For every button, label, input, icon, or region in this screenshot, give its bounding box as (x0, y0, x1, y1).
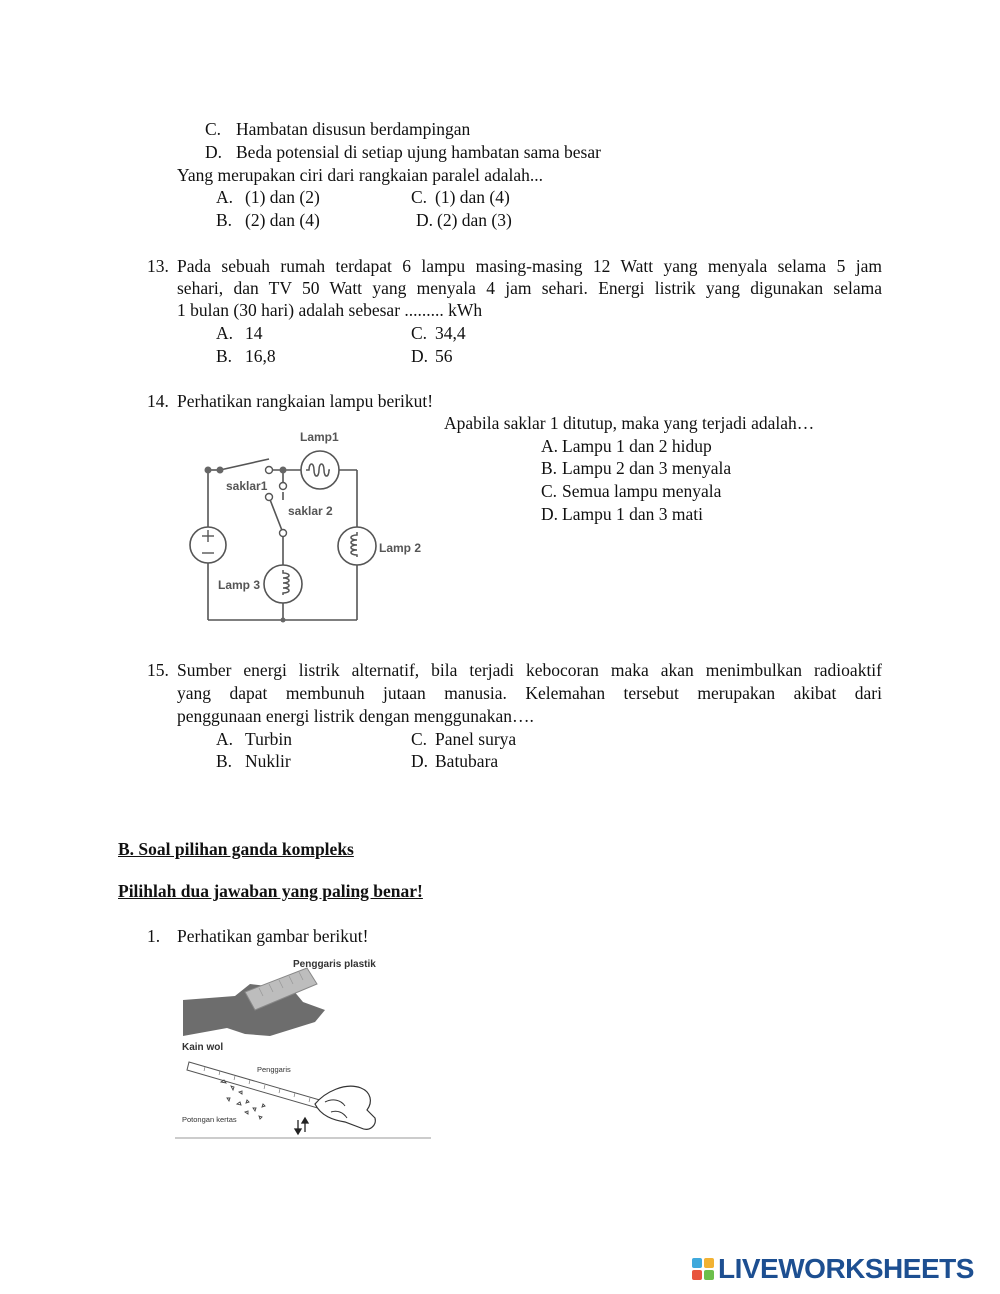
q14-answer-a-letter: A. (541, 436, 559, 456)
q15-answer-c[interactable]: Panel surya (435, 729, 517, 749)
q14-answer-c[interactable]: Semua lampu menyala (562, 481, 722, 501)
plastic-ruler-label: Penggaris plastik (293, 959, 376, 970)
q13-answer-d-letter: D. (411, 346, 429, 366)
q12-answer-c[interactable]: (1) dan (4) (435, 187, 510, 207)
q14-answer-d[interactable]: Lampu 1 dan 3 mati (562, 504, 703, 524)
q14-answer-d-letter: D. (541, 504, 559, 524)
switch2-label: saklar 2 (288, 504, 333, 518)
lamp1-label: Lamp1 (300, 430, 339, 444)
lamp2-label: Lamp 2 (379, 541, 422, 555)
q15-answer-b-letter: B. (216, 751, 233, 771)
q13-answer-c-letter: C. (411, 323, 428, 343)
q12-option-d-letter: D. (205, 142, 223, 162)
up-down-arrow-icon (295, 1118, 308, 1134)
q15-line-3: penggunaan energi listrik dengan menggunakan…. (177, 706, 534, 726)
q13-answer-b[interactable]: 16,8 (245, 346, 276, 366)
static-electricity-figure (175, 952, 433, 1142)
lamp3-label: Lamp 3 (218, 578, 261, 592)
q12-answer-a-letter: A. (216, 187, 234, 207)
q15-answer-d-letter: D. (411, 751, 429, 771)
q12-answer-a[interactable]: (1) dan (2) (245, 187, 320, 207)
q14-answer-b-letter: B. (541, 458, 558, 478)
q15-answer-b[interactable]: Nuklir (245, 751, 291, 771)
ruler-label: Penggaris (257, 1065, 291, 1074)
q13-number: 13. (147, 256, 169, 276)
q13-line-1: Pada sebuah rumah terdapat 6 lampu masing-masing 12 Watt yang menyala selama 5 jam (177, 256, 882, 276)
wool-cloth-label: Kain wol (182, 1042, 224, 1053)
q13-answer-c[interactable]: 34,4 (435, 323, 466, 343)
q13-answer-a-letter: A. (216, 323, 234, 343)
q12-option-c-text: Hambatan disusun berdampingan (236, 119, 471, 139)
q15-answer-d[interactable]: Batubara (435, 751, 499, 771)
q12-answer-c-letter: C. (411, 187, 428, 207)
q14-answer-c-letter: C. (541, 481, 558, 501)
hand (315, 1086, 375, 1129)
q14-question: Apabila saklar 1 ditutup, maka yang terjadi adalah… (444, 413, 815, 433)
q13-answer-d[interactable]: 56 (435, 346, 453, 366)
battery-icon (190, 527, 226, 563)
section-b-title: B. Soal pilihan ganda kompleks (118, 839, 354, 859)
lamp1-icon (301, 451, 339, 489)
q13-line-3: 1 bulan (30 hari) adalah sebesar ......... kWh (177, 300, 483, 320)
q12-option-d-text: Beda potensial di setiap ujung hambatan sama besar (236, 142, 601, 162)
liveworksheets-brand: LIVEWORKSHEETS (718, 1253, 974, 1284)
q15-answer-c-letter: C. (411, 729, 428, 749)
b1-prompt: Perhatikan gambar berikut! (177, 926, 369, 946)
switch1-lever (220, 459, 269, 470)
lamp3-icon (264, 565, 302, 603)
q13-line-2: sehari, dan TV 50 Watt yang menyala 4 jam sehari. Energi listrik yang digunakan selama (177, 278, 882, 298)
b1-number: 1. (147, 926, 161, 946)
q13-answer-a[interactable]: 14 (245, 323, 263, 343)
q14-answer-a[interactable]: Lampu 1 dan 2 hidup (562, 436, 712, 456)
q15-line-1: Sumber energi listrik alternatif, bila terjadi kebocoran maka akan menimbulkan radioaktif (177, 660, 882, 680)
q15-number: 15. (147, 660, 169, 680)
q12-answer-b[interactable]: (2) dan (4) (245, 210, 320, 230)
circuit-diagram (180, 422, 440, 632)
q15-answer-a-letter: A. (216, 729, 234, 749)
switch1-label: saklar1 (226, 479, 268, 493)
switch2-lever (269, 497, 283, 533)
paper-pieces-label: Potongan kertas (182, 1115, 237, 1124)
q15-answer-a[interactable]: Turbin (245, 729, 293, 749)
q12-answer-d[interactable]: (2) dan (3) (437, 210, 512, 230)
section-b-instruction: Pilihlah dua jawaban yang paling benar! (118, 881, 423, 901)
liveworksheets-logo-icon (692, 1258, 714, 1280)
q12-question: Yang merupakan ciri dari rangkaian paralel adalah... (177, 165, 544, 185)
q14-number: 14. (147, 391, 169, 411)
lamp2-icon (338, 527, 376, 565)
q15-line-2: yang dapat membunuh jutaan manusia. Kelemahan tersebut merupakan akibat dari (177, 683, 882, 703)
q13-answer-b-letter: B. (216, 346, 233, 366)
q14-answer-b[interactable]: Lampu 2 dan 3 menyala (562, 458, 732, 478)
q12-answer-d-letter: D. (416, 210, 434, 230)
liveworksheets-logo[interactable] (692, 1252, 974, 1286)
q12-answer-b-letter: B. (216, 210, 233, 230)
q12-option-c-letter: C. (205, 119, 222, 139)
q14-prompt: Perhatikan rangkaian lampu berikut! (177, 391, 434, 411)
